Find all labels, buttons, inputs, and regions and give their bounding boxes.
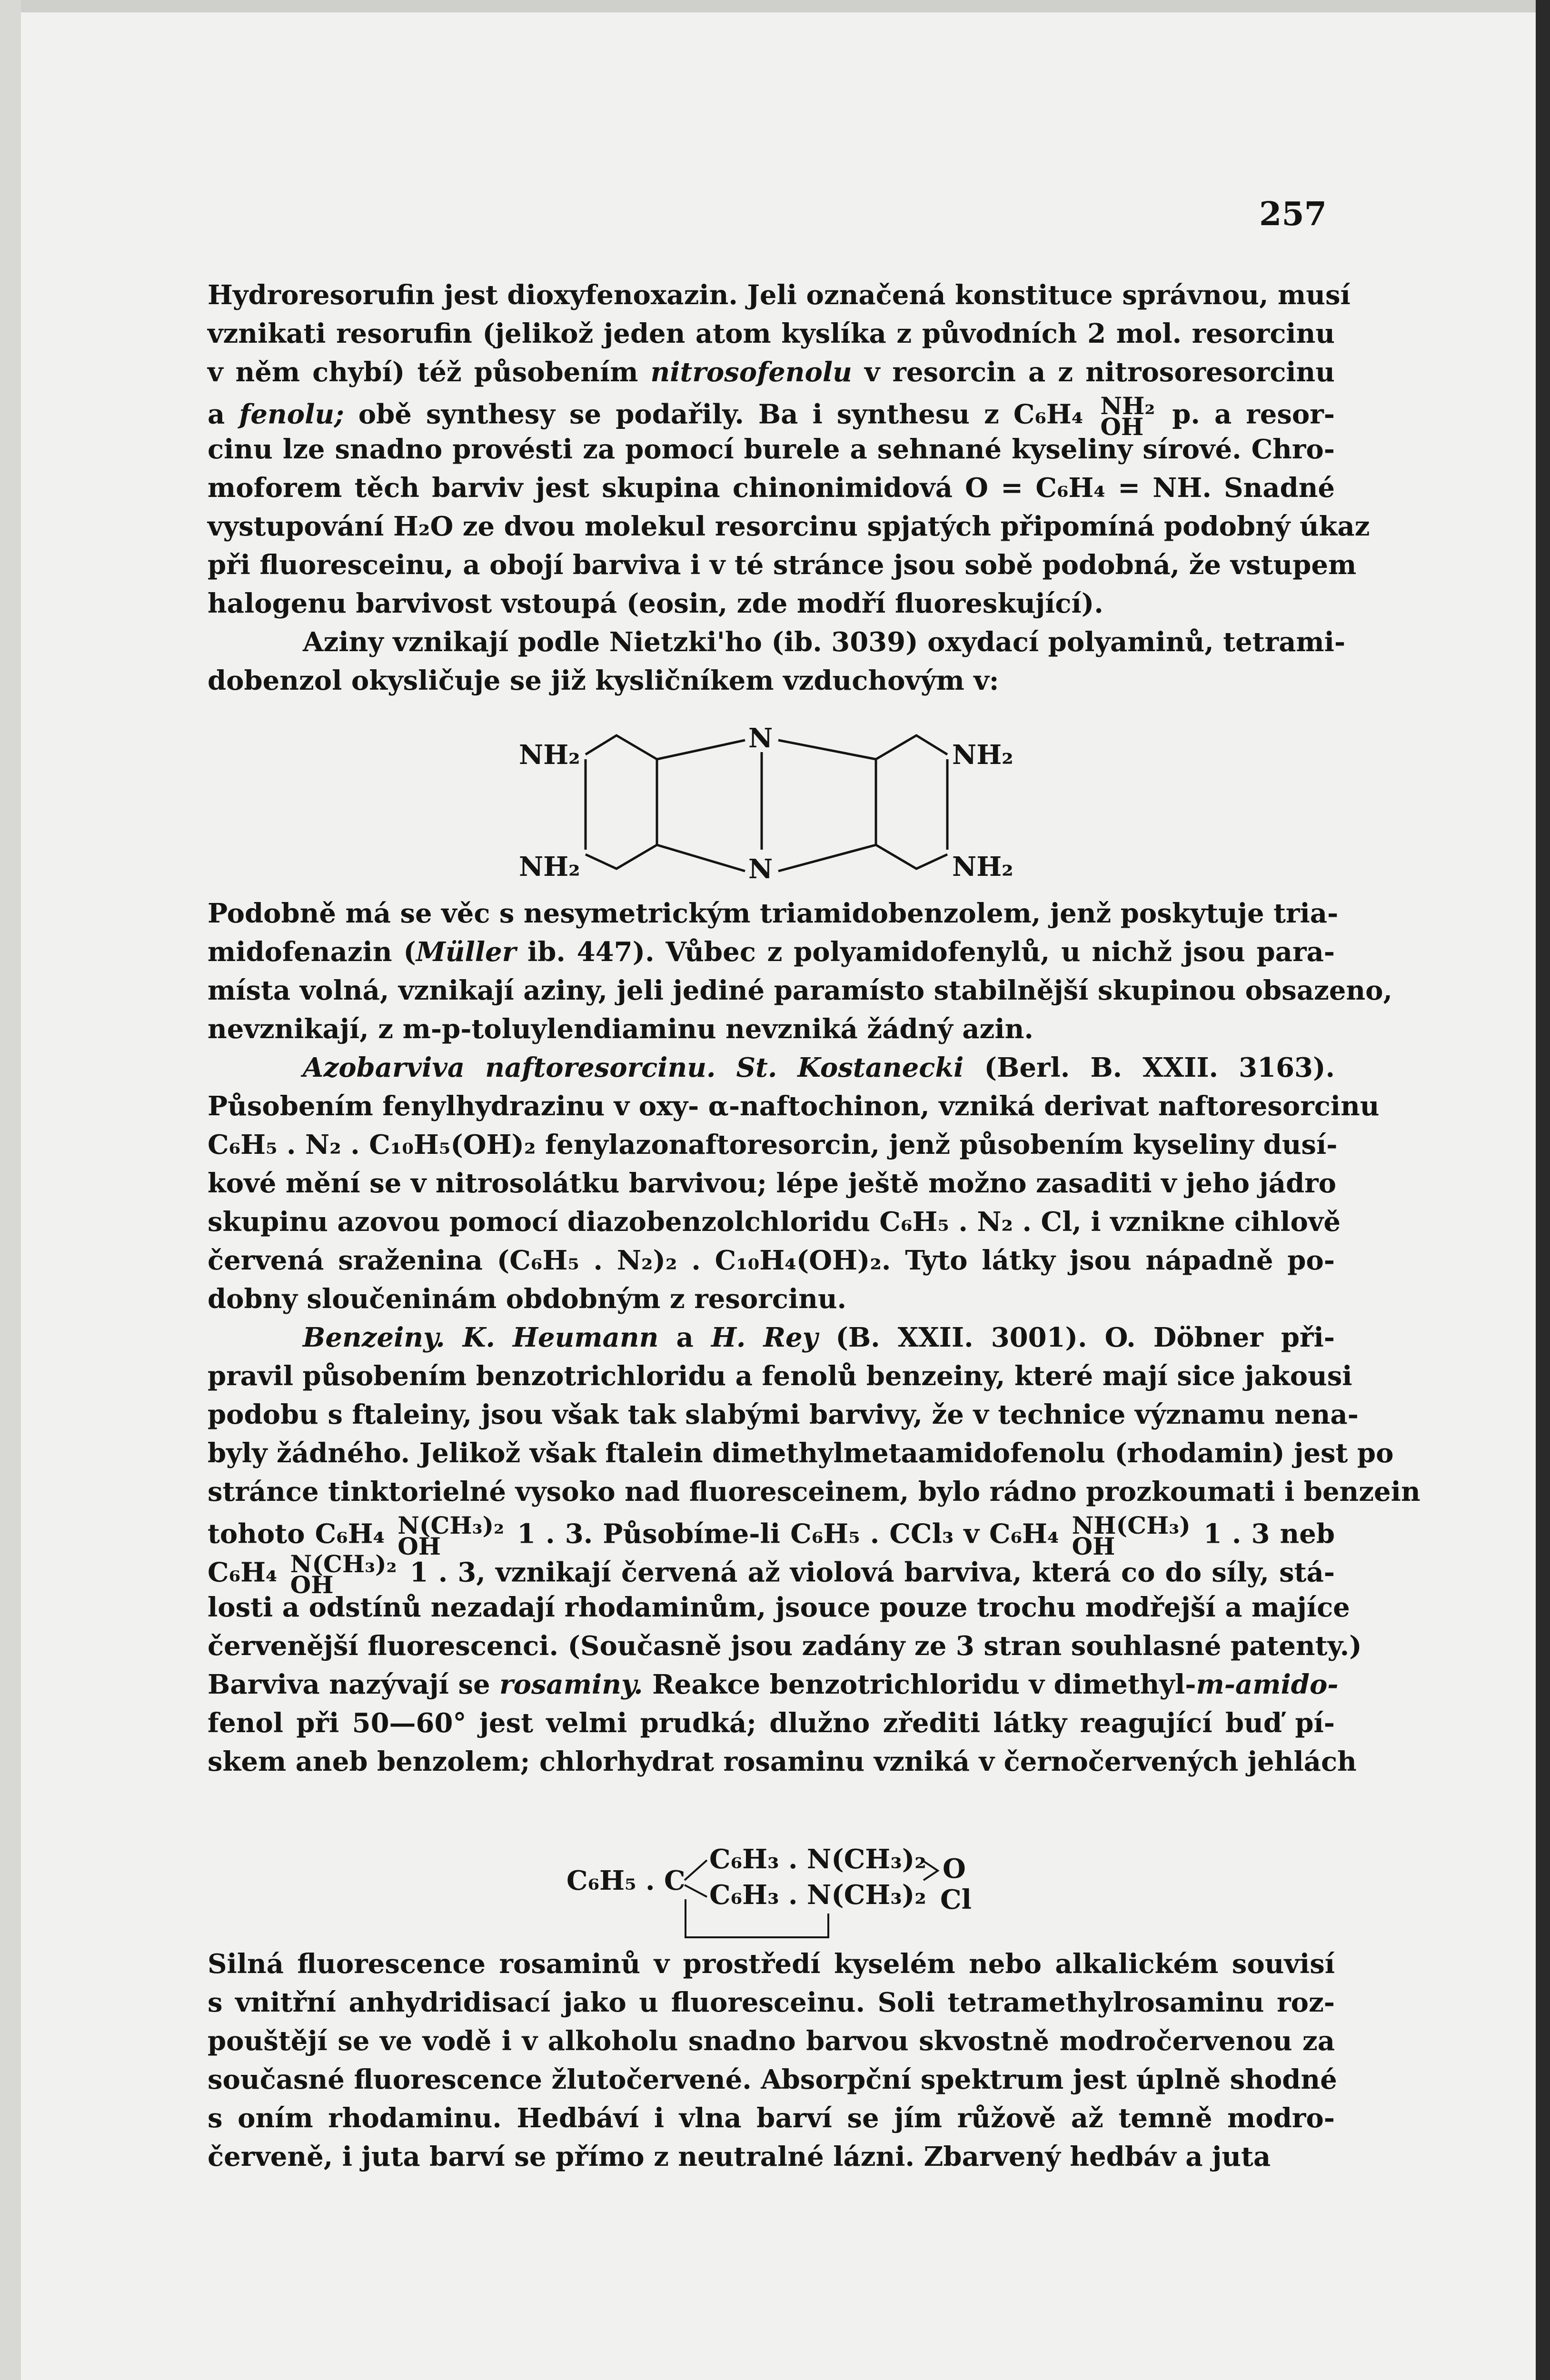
text-line: losti a odstínů nezadají rhodaminům, jsouce pouze trochu modřejší a majíce bbox=[208, 1592, 1350, 1623]
scan-edge-right bbox=[1536, 0, 1550, 2380]
text-line: cinu lze snadno provésti za pomocí burele a sehnané kyseliny sírové. Chro- bbox=[208, 434, 1335, 465]
text-line: stránce tinktorielné vysoko nad fluoresceinem, bylo rádno prozkoumati i benzein bbox=[208, 1476, 1421, 1507]
text-line: současné fluorescence žlutočervené. Absorpční spektrum jest úplně shodné bbox=[208, 2064, 1337, 2095]
formula-left: C₆H₅ . C bbox=[566, 1865, 686, 1896]
formula-oxygen: O bbox=[943, 1853, 966, 1884]
ring-left bbox=[586, 735, 657, 869]
text-line: podobu s ftaleiny, jsou však tak slabými barvivy, že v technice významu nena- bbox=[208, 1399, 1359, 1430]
text-line: místa volná, vznikají aziny, jeli jediné paramísto stabilnější skupinou obsazeno, bbox=[208, 975, 1392, 1006]
text-line: skupinu azovou pomocí diazobenzolchloridu C₆H₅ . N₂ . Cl, i vznikne cihlově bbox=[208, 1206, 1341, 1238]
text-line: moforem těch barviv jest skupina chinonimidová O = C₆H₄ = NH. Snadné bbox=[208, 472, 1335, 504]
text-line: červenější fluorescenci. (Současně jsou zadány ze 3 stran souhlasné patenty.) bbox=[208, 1630, 1362, 1662]
text-line: s vnitřní anhydridisací jako u fluoresceinu. Soli tetramethylrosaminu roz- bbox=[208, 1987, 1335, 2018]
text-line: kové mění se v nitrosolátku barvivou; lépe ještě možno zasaditi v jeho jádro bbox=[208, 1168, 1337, 1199]
ring-right bbox=[876, 735, 947, 869]
formula-chlorine: Cl bbox=[940, 1884, 972, 1915]
text-line: vystupování H₂O ze dvou molekul resorcinu spjatých připomíná podobný úkaz bbox=[208, 511, 1370, 542]
central-bonds bbox=[657, 740, 876, 871]
nitrogen-label: N bbox=[748, 853, 773, 885]
scan-edge-left bbox=[0, 0, 21, 2380]
text-line: vznikati resorufin (jelikož jeden atom kyslíka z původních 2 mol. resorcinu bbox=[208, 318, 1335, 349]
nh2-label: NH₂ bbox=[952, 851, 1013, 883]
text-line: tohoto C₆H₄ N(CH₃)₂ OH 1 . 3. Působíme-li C₆H₅ . CCl₃ v C₆H₄ NH(CH₃) OH 1 . 3 neb bbox=[208, 1511, 1335, 1560]
paragraph-hydroresorufin bbox=[208, 279, 1370, 704]
text-line: Silná fluorescence rosaminů v prostředí kyselém nebo alkalickém souvisí bbox=[208, 1948, 1335, 1980]
text-line: Aziny vznikají podle Nietzki'ho (ib. 3039) oxydací polyaminů, tetrami- bbox=[303, 626, 1346, 658]
text-line: dobenzol okysličuje se již kysličníkem vzduchovým v: bbox=[208, 665, 999, 696]
text-line: Azobarviva naftoresorcinu. St. Kostanecki (Berl. B. XXII. 3163). bbox=[303, 1052, 1335, 1083]
paragraph-azines bbox=[208, 898, 1421, 1785]
nh2-label: NH₂ bbox=[952, 739, 1013, 771]
page-number: 257 bbox=[1259, 195, 1327, 233]
scan-edge-top bbox=[0, 0, 1550, 12]
text-line: s oním rhodaminu. Hedbáví i vlna barví se jím růžově až temně modro- bbox=[208, 2102, 1335, 2134]
text-line: červená sraženina (C₆H₅ . N₂)₂ . C₁₀H₄(OH)₂. Tyto látky jsou nápadně po- bbox=[208, 1245, 1335, 1276]
formula-bottom: C₆H₃ . N(CH₃)₂ bbox=[709, 1879, 926, 1911]
text-line: midofenazin (Müller ib. 447). Vůbec z polyamidofenylů, u nichž jsou para- bbox=[208, 936, 1335, 968]
rosamine-formula bbox=[562, 1833, 990, 1947]
text-line: dobny sloučeninám obdobným z resorcinu. bbox=[208, 1283, 847, 1315]
text-line: Benzeiny. K. Heumann a H. Rey (B. XXII. 3001). O. Döbner při- bbox=[303, 1322, 1335, 1353]
text-line: červeně, i juta barví se přímo z neutralné lázni. Zbarvený hedbáv a juta bbox=[208, 2141, 1271, 2172]
text-line: pravil působením benzotrichloridu a fenolů benzeiny, které mají sice jakousi bbox=[208, 1360, 1352, 1392]
text-line: nevznikají, z m-p-toluylendiaminu nevzniká žádný azin. bbox=[208, 1013, 1033, 1045]
text-line: při fluoresceinu, a obojí barviva i v té stránce jsou sobě podobná, že vstupem bbox=[208, 549, 1357, 581]
text-line: C₆H₅ . N₂ . C₁₀H₅(OH)₂ fenylazonaftoresorcin, jenž působením kyseliny dusí- bbox=[208, 1129, 1338, 1160]
nh2-label: NH₂ bbox=[519, 739, 580, 771]
formula-top: C₆H₃ . N(CH₃)₂ bbox=[709, 1844, 926, 1875]
text-line: byly žádného. Jelikož však ftalein dimethylmetaamidofenolu (rhodamin) jest po bbox=[208, 1438, 1394, 1469]
text-line: Působením fenylhydrazinu v oxy- α-naftochinon, vzniká derivat naftoresorcinu bbox=[208, 1091, 1380, 1122]
nitrogen-label: N bbox=[748, 726, 773, 754]
paragraph-fluorescence bbox=[208, 1949, 1335, 2180]
text-line: Barviva nazývají se rosaminy. Reakce benzotrichloridu v dimethyl-m-amido- bbox=[208, 1669, 1339, 1700]
text-line: C₆H₄ N(CH₃)₂ OH 1 . 3, vznikají červená až violová barviva, která co do síly, stá- bbox=[208, 1550, 1335, 1599]
nh2-label: NH₂ bbox=[519, 851, 580, 883]
azine-structure-diagram bbox=[514, 726, 1038, 897]
text-line: a fenolu; obě synthesy se podařily. Ba i synthesu z C₆H₄ NH₂ OH p. a resor- bbox=[208, 392, 1335, 441]
text-line: skem aneb benzolem; chlorhydrat rosaminu vzniká v černočervených jehlách bbox=[208, 1746, 1357, 1777]
text-line: halogenu barvivost vstoupá (eosin, zde modří fluoreskující). bbox=[208, 588, 1103, 619]
text-line: Podobně má se věc s nesymetrickým triamidobenzolem, jenž poskytuje tria- bbox=[208, 898, 1339, 929]
text-line: Hydroresorufin jest dioxyfenoxazin. Jeli označená konstituce správnou, musí bbox=[208, 279, 1351, 311]
text-line: v něm chybí) též působením nitrosofenolu v resorcin a z nitrosoresorcinu bbox=[208, 357, 1335, 388]
text-line: fenol při 50—60° jest velmi prudká; dlužno zřediti látky reagující buď pí- bbox=[208, 1707, 1335, 1739]
text-line: pouštějí se ve vodě i v alkoholu snadno barvou skvostně modročervenou za bbox=[208, 2025, 1335, 2057]
